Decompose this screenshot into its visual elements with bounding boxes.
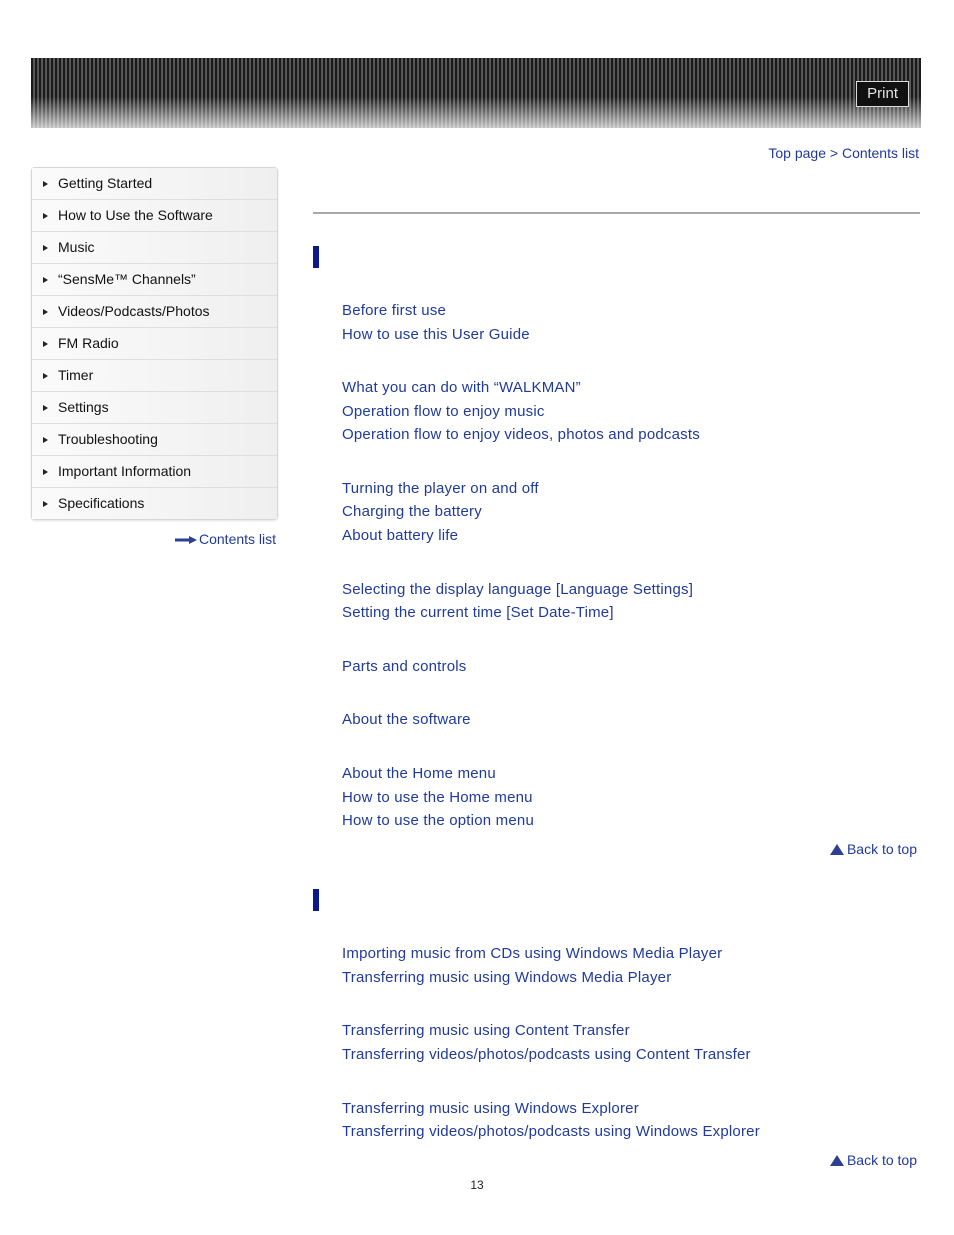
section-heading-marker — [313, 246, 319, 268]
arrow-right-icon — [43, 181, 48, 187]
sidebar-item-music[interactable] — [32, 232, 277, 264]
sidebar-nav — [31, 167, 278, 520]
link-about-software[interactable]: About the software — [342, 711, 471, 728]
sidebar-item-label: Videos/Podcasts/Photos — [58, 303, 210, 319]
link-transfer-music-content-transfer[interactable]: Transferring music using Content Transfer — [342, 1022, 630, 1039]
back-to-top-link[interactable] — [830, 1152, 917, 1168]
link-about-battery-life[interactable]: About battery life — [342, 527, 459, 544]
arrow-right-icon — [43, 341, 48, 347]
sidebar-item-label: How to Use the Software — [58, 207, 213, 223]
title-divider — [313, 212, 920, 214]
sidebar-item-label: Specifications — [58, 495, 145, 511]
arrow-right-icon — [43, 213, 48, 219]
sidebar-contents-list-link[interactable] — [175, 531, 276, 547]
link-how-to-use-option-menu[interactable]: How to use the option menu — [342, 812, 534, 829]
arrow-right-icon — [43, 501, 48, 507]
sidebar-item-getting-started[interactable] — [32, 168, 277, 200]
breadcrumb-contents-list-link[interactable]: Contents list — [841, 145, 919, 161]
link-transfer-music-explorer[interactable]: Transferring music using Windows Explorer — [342, 1100, 639, 1117]
link-charging-battery[interactable]: Charging the battery — [342, 503, 482, 520]
header-banner — [31, 58, 921, 128]
link-about-home-menu[interactable]: About the Home menu — [342, 765, 496, 782]
link-how-to-use-home-menu[interactable]: How to use the Home menu — [342, 789, 533, 806]
triangle-up-icon — [830, 844, 844, 855]
arrow-right-icon — [175, 536, 197, 544]
sidebar-item-videos-podcasts-photos[interactable] — [32, 296, 277, 328]
sidebar-item-label: Settings — [58, 399, 109, 415]
sidebar-item-fm-radio[interactable] — [32, 328, 277, 360]
link-transfer-music-wmp[interactable]: Transferring music using Windows Media Player — [342, 969, 672, 986]
back-to-top-label: Back to top — [846, 1152, 917, 1168]
breadcrumb-top-page-link[interactable]: Top page — [768, 145, 826, 161]
link-what-you-can-do[interactable]: What you can do with “WALKMAN” — [342, 379, 581, 396]
sidebar-item-label: Music — [58, 239, 95, 255]
link-operation-flow-videos[interactable]: Operation flow to enjoy videos, photos and podcasts — [342, 426, 700, 443]
back-to-top-label: Back to top — [846, 841, 917, 857]
contents-list-label: Contents list — [199, 531, 277, 547]
link-operation-flow-music[interactable]: Operation flow to enjoy music — [342, 403, 545, 420]
link-before-first-use[interactable]: Before first use — [342, 302, 447, 319]
link-turning-player-on-off[interactable]: Turning the player on and off — [342, 480, 539, 497]
link-parts-and-controls[interactable]: Parts and controls — [342, 658, 467, 675]
link-set-date-time[interactable]: Setting the current time [Set Date-Time] — [342, 604, 614, 621]
triangle-up-icon — [830, 1155, 844, 1166]
arrow-right-icon — [43, 437, 48, 443]
arrow-right-icon — [43, 245, 48, 251]
sidebar-item-label: Important Information — [58, 463, 192, 479]
sidebar-item-label: FM Radio — [58, 335, 119, 351]
sidebar-item-software[interactable] — [32, 200, 277, 232]
link-transfer-videos-content-transfer[interactable]: Transferring videos/photos/podcasts using Content Transfer — [342, 1046, 751, 1063]
link-import-cd-wmp[interactable]: Importing music from CDs using Windows Media Player — [342, 945, 723, 962]
arrow-right-icon — [43, 309, 48, 315]
sidebar-item-timer[interactable] — [32, 360, 277, 392]
arrow-right-icon — [43, 373, 48, 379]
link-language-settings[interactable]: Selecting the display language [Language Settings] — [342, 581, 694, 598]
breadcrumb-separator: > — [825, 145, 842, 161]
sidebar-item-label: “SensMe™ Channels” — [58, 271, 196, 287]
breadcrumb — [768, 145, 919, 161]
section-heading-marker — [313, 889, 319, 911]
arrow-right-icon — [43, 469, 48, 475]
link-transfer-videos-explorer[interactable]: Transferring videos/photos/podcasts using Windows Explorer — [342, 1123, 760, 1140]
page-number: 13 — [470, 1178, 484, 1192]
sidebar-item-sensme-channels[interactable] — [32, 264, 277, 296]
sidebar-item-label: Timer — [58, 367, 94, 383]
sidebar-item-label: Troubleshooting — [58, 431, 158, 447]
back-to-top-link[interactable] — [830, 841, 917, 857]
print-button[interactable]: Print — [856, 81, 909, 107]
arrow-right-icon — [43, 277, 48, 283]
sidebar-item-important-information[interactable] — [32, 456, 277, 488]
sidebar-item-label: Getting Started — [58, 175, 153, 191]
arrow-right-icon — [43, 405, 48, 411]
link-how-to-use-user-guide[interactable]: How to use this User Guide — [342, 326, 530, 343]
sidebar-item-troubleshooting[interactable] — [32, 424, 277, 456]
sidebar-item-specifications[interactable] — [32, 488, 277, 519]
sidebar-item-settings[interactable] — [32, 392, 277, 424]
